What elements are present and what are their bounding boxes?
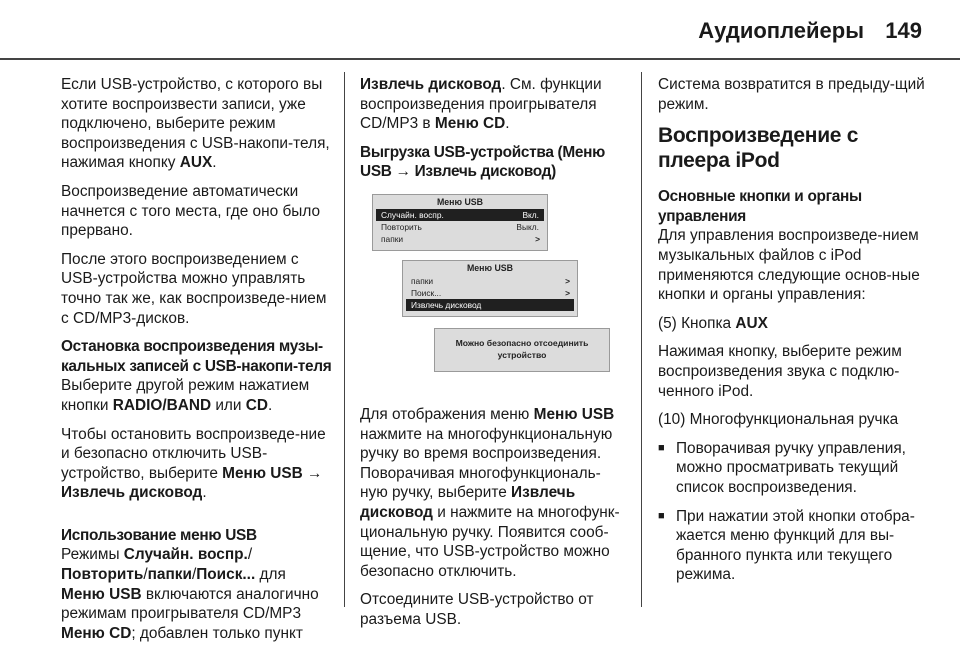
usb-menu-panel: [372, 194, 548, 251]
row-label: Поиск...: [411, 288, 442, 298]
menu-label: Меню CD: [61, 624, 132, 642]
menu-label: Извлечь дисковод: [61, 484, 203, 502]
paragraph: После этого воспроизведением с USB-устройства можно управлять точно так же, как воспроизведе-нием с CD/MP3-дисков.: [61, 250, 327, 327]
row-label: папки: [411, 276, 434, 286]
row-label: Случайн. воспр.: [381, 210, 444, 220]
chevron-right-icon: >: [565, 288, 570, 298]
section-heading: Использование меню USB: [61, 526, 257, 544]
arrow: →: [302, 464, 323, 482]
paragraph: (10) Многофункциональная ручка: [658, 411, 899, 429]
menu-label: Повторить: [61, 566, 144, 584]
menu-label: Меню CD: [434, 115, 506, 133]
text: Для отображения меню: [360, 406, 534, 423]
message-line: Можно безопасно отсоединить: [455, 338, 589, 348]
text: или: [211, 396, 246, 414]
menu-label: Поиск...: [196, 566, 256, 584]
panel-title: Меню USB: [466, 263, 514, 273]
section-heading: Выгрузка USB-устройства (Меню USB → Извлечь дисковод): [360, 143, 606, 181]
menu-row: [376, 209, 544, 221]
paragraph: Нажимая кнопку, выберите режим воспроизведения звука с подклю-ченного iPod.: [658, 343, 902, 400]
chevron-right-icon: >: [565, 276, 570, 286]
row-label: Извлечь дисковод: [411, 300, 482, 310]
menu-label: папки: [147, 566, 192, 584]
row-value: Вкл.: [522, 210, 539, 220]
text: и нажмите на многофунк-циональную ручку. Появится сооб-щение, что USB-устройство можно безопасно отключить.: [360, 503, 620, 580]
column-2: [360, 75, 628, 182]
menu-label: Случайн. воспр.: [123, 546, 248, 564]
key-label: AUX: [735, 314, 768, 332]
list-item: ■ При нажатии этой кнопки отобра-жается меню функций для вы-бранного пункта или текущего режима.: [658, 507, 930, 585]
section-heading: Основные кнопки и органы управления: [658, 188, 862, 225]
menu-label: Меню USB: [61, 585, 142, 603]
page-header: [0, 0, 960, 62]
text: включаются аналогично режимам проигрывателя CD/MP3: [61, 585, 319, 623]
page-number: 149: [885, 18, 922, 43]
column-3: [658, 75, 930, 594]
text: (5) Кнопка: [658, 314, 736, 332]
menu-row: [406, 275, 574, 287]
screen-illustration: [362, 180, 622, 395]
menu-label: Меню USB: [222, 464, 303, 482]
usb-menu-panel-eject: [402, 260, 578, 317]
chevron-right-icon: >: [535, 234, 540, 244]
menu-label: Извлечь дисковод: [360, 76, 502, 93]
paragraph: Режимы Случайн. воспр./ Повторить/папки/Поиск... для Меню USB включаются аналогично режимам проигрывателя CD/MP3 Меню CD; добавлен только пункт: [61, 546, 319, 642]
column-divider-2: [641, 72, 642, 607]
column-2-lower: [360, 405, 628, 639]
safe-remove-message: [434, 328, 610, 372]
paragraph: [360, 405, 628, 581]
menu-row: [406, 287, 574, 299]
text: Чтобы остановить воспроизведе-ние и безопасно отключить USB-устройство, выберите: [61, 425, 326, 482]
row-label: Повторить: [381, 222, 422, 232]
text: для: [255, 566, 286, 584]
menu-row: [406, 299, 574, 311]
paragraph: Извлечь дисковод. См. функции воспроизведения проигрывателя CD/MP3 в Меню CD.: [360, 76, 602, 133]
section-heading: Остановка воспроизведения музы-кальных записей с USB-накопи-теля: [61, 338, 332, 375]
text: Режимы: [61, 546, 124, 564]
menu-row: [376, 221, 544, 233]
text: нажмите на многофункциональную ручку во время воспроизведения. Поворачивая многофункциональ-ную ручку, выберите: [360, 425, 613, 502]
text: Выберите другой режим нажатием кнопки: [61, 377, 310, 414]
text: . См. функции воспроизведения проигрывателя CD/MP3 в: [360, 76, 602, 133]
text: Если USB-устройство, с которого вы хотите воспроизвести записи, уже подключено, выберите режим воспроизведения с USB-накопи-теля, нажимая кнопку: [61, 76, 330, 172]
section-title: Воспроизведение с плеера iPod: [658, 124, 859, 173]
list-item: ■ Поворачивая ручку управления, можно просматривать текущий список воспроизведения.: [658, 439, 930, 498]
paragraph: Чтобы остановить воспроизведе-ние и безопасно отключить USB-устройство, выберите Меню USB → Извлечь дисковод.: [61, 425, 326, 502]
panel-title: Меню USB: [436, 197, 484, 207]
paragraph: Воспроизведение автоматически начнется с того места, где оно было прервано.: [61, 182, 321, 240]
paragraph: Отсоедините USB-устройство от разъема USB.: [360, 591, 594, 628]
key-label: AUX: [179, 154, 213, 172]
paragraph: Если USB-устройство, с которого вы хотите воспроизвести записи, уже подключено, выберите режим воспроизведения с USB-накопи-теля, нажимая кнопку AUX.: [61, 76, 330, 172]
page-title: Аудиоплейеры: [698, 18, 864, 43]
key-label: CD: [245, 396, 269, 414]
paragraph: Для управления воспроизведе-нием музыкальных файлов с iPod применяются следующие основ-ные кнопки и органы управления:: [658, 227, 920, 304]
key-label: RADIO/BAND: [112, 396, 212, 414]
menu-label: Меню USB: [533, 406, 615, 423]
menu-row: [376, 233, 544, 245]
paragraph: Выберите другой режим нажатием кнопки RADIO/BAND или CD.: [61, 377, 310, 414]
header-divider: [0, 58, 960, 60]
column-divider-1: [344, 72, 345, 607]
row-label: папки: [381, 234, 404, 244]
message-line: устройство: [497, 350, 547, 360]
paragraph: Система возвратится в предыду-щий режим.: [658, 76, 925, 113]
paragraph: [658, 314, 930, 334]
bullet-list: [658, 439, 930, 585]
row-value: Выкл.: [516, 222, 539, 232]
column-1: [61, 75, 333, 652]
text: ; добавлен только пункт: [131, 624, 303, 642]
menu-label: Извлечь дисковод: [360, 484, 576, 521]
